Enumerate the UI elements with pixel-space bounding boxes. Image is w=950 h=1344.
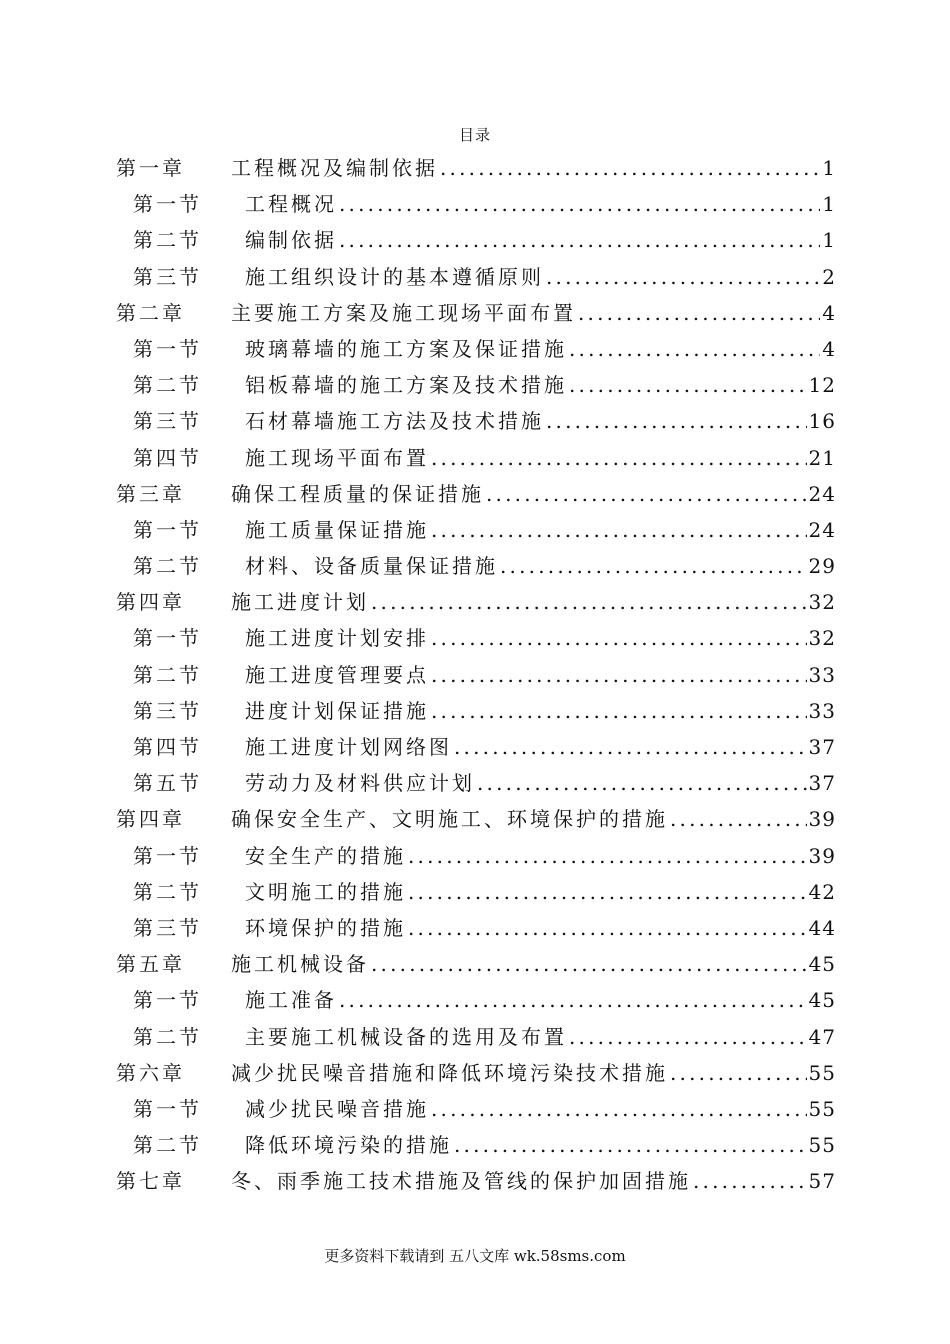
dot-leader	[371, 590, 807, 614]
toc-title: 目录	[458, 126, 491, 144]
dot-leader	[431, 663, 807, 687]
toc-entry-title: 主要施工方案及施工现场平面布置	[231, 300, 576, 325]
footer-note: 更多资料下载请到 五八文库 wk.58sms.com	[324, 1247, 626, 1265]
toc-entry-page-number: 4	[822, 300, 836, 325]
toc-entry-label: 第三节	[133, 264, 202, 289]
toc-section-entry	[116, 550, 836, 586]
toc-section-entry	[116, 514, 836, 550]
toc-section-entry	[116, 876, 836, 912]
toc-section-entry	[116, 1129, 836, 1165]
toc-section-entry	[116, 188, 836, 224]
toc-entry-title: 工程概况	[245, 192, 337, 217]
toc-entry-page-number: 45	[808, 952, 836, 977]
table-of-contents	[116, 152, 836, 1201]
toc-section-entry	[116, 659, 836, 695]
toc-chapter-entry	[116, 1057, 836, 1093]
toc-chapter-entry	[116, 586, 836, 622]
toc-entry-title: 文明施工的措施	[245, 879, 406, 904]
toc-entry-page-number: 39	[808, 807, 836, 832]
dot-leader	[339, 192, 820, 216]
toc-entry-title: 进度计划保证措施	[245, 698, 429, 723]
toc-entry-page-number: 24	[808, 481, 836, 506]
dot-leader	[431, 626, 807, 650]
toc-entry-label: 第二节	[133, 662, 202, 687]
dot-leader	[486, 482, 807, 506]
dot-leader	[569, 373, 807, 397]
toc-chapter-entry	[116, 948, 836, 984]
toc-entry-title: 确保工程质量的保证措施	[231, 481, 484, 506]
toc-entry-page-number: 33	[808, 698, 836, 723]
toc-entry-title: 编制依据	[245, 228, 337, 253]
toc-entry-page-number: 12	[808, 373, 836, 398]
toc-entry-title: 材料、设备质量保证措施	[245, 554, 498, 579]
toc-entry-title: 施工进度管理要点	[245, 662, 429, 687]
toc-entry-page-number: 16	[808, 409, 836, 434]
dot-leader	[454, 1133, 807, 1157]
toc-entry-label: 第二节	[133, 554, 202, 579]
toc-entry-title: 减少扰民噪音措施	[245, 1096, 429, 1121]
toc-entry-page-number: 55	[808, 1060, 836, 1085]
toc-entry-label: 第一节	[133, 843, 202, 868]
toc-section-entry	[116, 333, 836, 369]
toc-entry-label: 第一章	[116, 156, 185, 180]
toc-chapter-entry	[116, 478, 836, 514]
toc-section-entry	[116, 442, 836, 478]
dot-leader	[578, 301, 820, 325]
toc-entry-title: 劳动力及材料供应计划	[245, 771, 475, 796]
dot-leader	[431, 1097, 807, 1121]
toc-entry-label: 第四章	[116, 807, 185, 832]
toc-entry-title: 工程概况及编制依据	[231, 156, 438, 180]
toc-entry-title: 确保安全生产、文明施工、环境保护的措施	[231, 807, 668, 832]
dot-leader	[408, 880, 807, 904]
toc-entry-page-number: 33	[808, 662, 836, 687]
toc-entry-page-number: 39	[808, 843, 836, 868]
toc-entry-title: 铝板幕墙的施工方案及技术措施	[245, 373, 567, 398]
toc-entry-label: 第一节	[133, 336, 202, 361]
toc-entry-label: 第四节	[133, 735, 202, 759]
dot-leader	[670, 807, 807, 831]
toc-section-entry	[116, 622, 836, 658]
toc-chapter-entry	[116, 297, 836, 333]
toc-entry-page-number: 55	[808, 1096, 836, 1121]
toc-entry-page-number: 55	[808, 1133, 836, 1158]
toc-section-entry	[116, 1093, 836, 1129]
toc-entry-page-number: 37	[808, 771, 836, 796]
toc-entry-title: 冬、雨季施工技术措施及管线的保护加固措施	[231, 1169, 691, 1194]
toc-entry-label: 第二节	[133, 228, 202, 253]
toc-section-entry	[116, 261, 836, 297]
toc-entry-label: 第二节	[133, 879, 202, 904]
toc-chapter-entry	[116, 152, 836, 188]
toc-entry-page-number: 1	[822, 156, 836, 180]
toc-entry-label: 第七章	[116, 1169, 185, 1194]
toc-entry-page-number: 42	[808, 879, 836, 904]
dot-leader	[546, 265, 820, 289]
toc-entry-page-number: 2	[822, 264, 836, 289]
toc-entry-page-number: 21	[808, 445, 836, 470]
toc-entry-title: 安全生产的措施	[245, 843, 406, 868]
dot-leader	[440, 156, 820, 180]
toc-entry-label: 第一节	[133, 1096, 202, 1121]
toc-entry-label: 第二章	[116, 300, 185, 325]
toc-entry-label: 第四章	[116, 590, 185, 615]
toc-entry-label: 第二节	[133, 1133, 202, 1158]
dot-leader	[371, 952, 807, 976]
toc-section-entry	[116, 840, 836, 876]
toc-entry-label: 第一节	[133, 192, 202, 217]
dot-leader	[500, 554, 807, 578]
dot-leader	[339, 228, 820, 252]
toc-chapter-entry	[116, 1165, 836, 1201]
toc-section-entry	[116, 369, 836, 405]
dot-leader	[477, 771, 807, 795]
dot-leader	[431, 699, 807, 723]
dot-leader	[454, 735, 807, 759]
toc-entry-label: 第三节	[133, 409, 202, 434]
toc-entry-page-number: 44	[808, 915, 836, 940]
dot-leader	[408, 844, 807, 868]
toc-entry-title: 施工准备	[245, 988, 337, 1013]
toc-entry-label: 第一节	[133, 626, 202, 651]
toc-entry-label: 第二节	[133, 1024, 202, 1049]
toc-section-entry	[116, 984, 836, 1020]
dot-leader	[670, 1061, 807, 1085]
toc-entry-label: 第一节	[133, 517, 202, 542]
toc-entry-title: 施工质量保证措施	[245, 517, 429, 542]
toc-entry-page-number: 4	[822, 336, 836, 361]
toc-section-entry	[116, 731, 836, 767]
dot-leader	[431, 518, 807, 542]
dot-leader	[408, 916, 807, 940]
toc-entry-page-number: 29	[808, 554, 836, 579]
toc-entry-title: 玻璃幕墙的施工方案及保证措施	[245, 336, 567, 361]
toc-entry-label: 第五章	[116, 952, 185, 977]
toc-entry-title: 施工进度计划	[231, 590, 369, 615]
dot-leader	[569, 337, 820, 361]
dot-leader	[431, 446, 807, 470]
toc-entry-page-number: 32	[808, 590, 836, 615]
toc-entry-label: 第三节	[133, 698, 202, 723]
dot-leader	[693, 1169, 807, 1193]
toc-entry-page-number: 37	[808, 735, 836, 759]
toc-section-entry	[116, 1021, 836, 1057]
toc-entry-label: 第一节	[133, 988, 202, 1013]
dot-leader	[569, 1025, 807, 1049]
toc-entry-title: 环境保护的措施	[245, 915, 406, 940]
toc-entry-label: 第二节	[133, 373, 202, 398]
toc-entry-page-number: 47	[808, 1024, 836, 1049]
toc-entry-title: 石材幕墙施工方法及技术措施	[245, 409, 544, 434]
toc-entry-page-number: 57	[808, 1169, 836, 1194]
toc-chapter-entry	[116, 803, 836, 839]
dot-leader	[546, 409, 807, 433]
toc-entry-page-number: 32	[808, 626, 836, 651]
toc-entry-label: 第四节	[133, 445, 202, 470]
dot-leader	[339, 988, 807, 1012]
toc-entry-label: 第三章	[116, 481, 185, 506]
toc-section-entry	[116, 695, 836, 731]
toc-entry-title: 施工进度计划网络图	[245, 735, 452, 759]
toc-entry-page-number: 45	[808, 988, 836, 1013]
toc-entry-title: 施工机械设备	[231, 952, 369, 977]
toc-section-entry	[116, 405, 836, 441]
toc-entry-title: 主要施工机械设备的选用及布置	[245, 1024, 567, 1049]
toc-entry-label: 第六章	[116, 1060, 185, 1085]
toc-section-entry	[116, 767, 836, 803]
toc-entry-label: 第三节	[133, 915, 202, 940]
toc-entry-label: 第五节	[133, 771, 202, 796]
toc-section-entry	[116, 224, 836, 260]
toc-entry-title: 施工进度计划安排	[245, 626, 429, 651]
toc-entry-page-number: 24	[808, 517, 836, 542]
toc-entry-page-number: 1	[822, 192, 836, 217]
toc-entry-title: 降低环境污染的措施	[245, 1133, 452, 1158]
toc-entry-title: 施工现场平面布置	[245, 445, 429, 470]
toc-section-entry	[116, 912, 836, 948]
toc-entry-title: 施工组织设计的基本遵循原则	[245, 264, 544, 289]
toc-entry-page-number: 1	[822, 228, 836, 253]
toc-entry-title: 减少扰民噪音措施和降低环境污染技术措施	[231, 1060, 668, 1085]
